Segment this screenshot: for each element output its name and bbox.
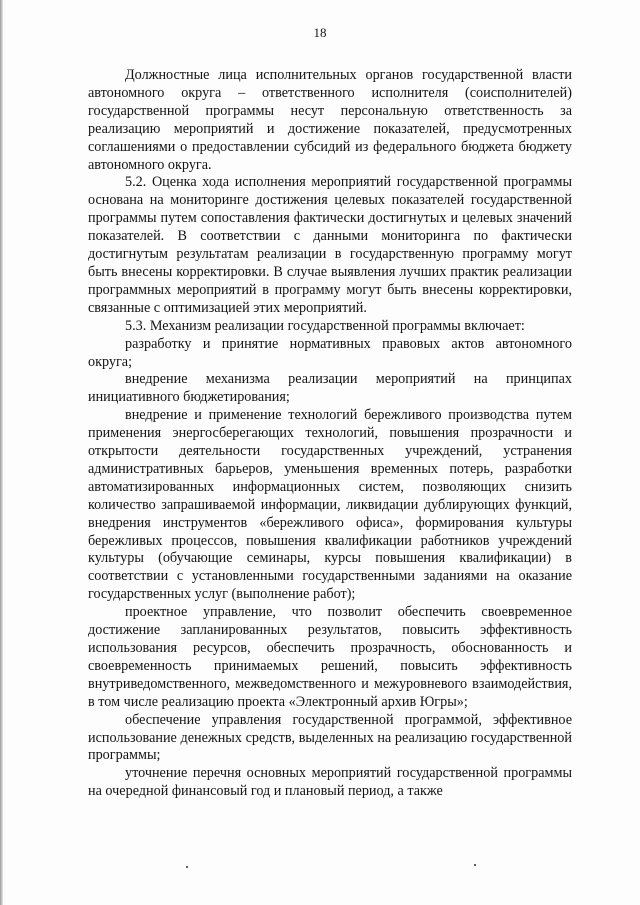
paragraph-5-2-evaluation: 5.2. Оценка хода исполнения мероприятий государственной программы основана на мониторинге достижения целевых показателей государственной программы путем сопоставления фактически достигнутых и целевых значений показателей. В соответствии с данными мониторинга по фактически достигнутым результатам реализации в государственную программу могут быть внесены корректировки. В случае выявления лучших практик реализации программных мероприятий в программу могут быть внесены корректировки, связанные с оптимизацией этих мероприятий. [88, 174, 572, 316]
list-item-regulations: разработку и принятие нормативных правовых актов автономного округа; [88, 335, 572, 370]
list-item-program-management: обеспечение управления государственной программой, эффективное использование денежных средств, выделенных на реализацию государственной программы; [88, 711, 572, 764]
scan-speck [186, 866, 188, 868]
scan-left-edge [0, 0, 3, 905]
list-item-initiative-budgeting: внедрение механизма реализации мероприятий на принципах инициативного бюджетирования; [88, 371, 572, 406]
list-item-measures-refinement: уточнение перечня основных мероприятий государственной программы на очередной финансовый год и плановый период, а также [88, 765, 572, 800]
scan-speck [474, 864, 476, 866]
page-number: 18 [313, 25, 327, 40]
list-item-project-management: проектное управление, что позволит обеспечить своевременное достижение запланированных результатов, повысить эффективность использования ресурсов, обеспечить прозрачность, обоснованность и своевременность принимаемых решений, повысить эффективность внутриведомственного, межведомственного и межуровневого взаимодействия, в том числе реализацию проекта «Электронный архив Югры»; [88, 604, 572, 710]
paragraph-officials-responsibility: Должностные лица исполнительных органов государственной власти автономного округа – ответственного исполнителя (соисполнителей) государственной программы несут персональную ответственность за реализацию мероприятий и достижение показателей, предусмотренных соглашениями о предоставлении субсидий из федерального бюджета бюджету автономного округа. [88, 67, 572, 173]
document-body [88, 67, 572, 801]
paragraph-5-3-mechanism: 5.3. Механизм реализации государственной программы включает: [125, 317, 525, 334]
list-item-lean-technologies: внедрение и применение технологий бережливого производства путем применения энергосберегающих технологий, повышения прозрачности и открытости деятельности государственных учреждений, устранения административных барьеров, уменьшения временных потерь, разработки автоматизированных информационных систем, позволяющих снизить количество запрашиваемой информации, ликвидации дублирующих функций, внедрения инструментов «бережливого офиса», формирования культуры бережливых процессов, повышения квалификации работников учреждений культуры (обучающие семинары, курсы повышения квалификации) в соответствии с установленными государственными заданиями на оказание государственных услуг (выполнение работ); [88, 407, 572, 603]
